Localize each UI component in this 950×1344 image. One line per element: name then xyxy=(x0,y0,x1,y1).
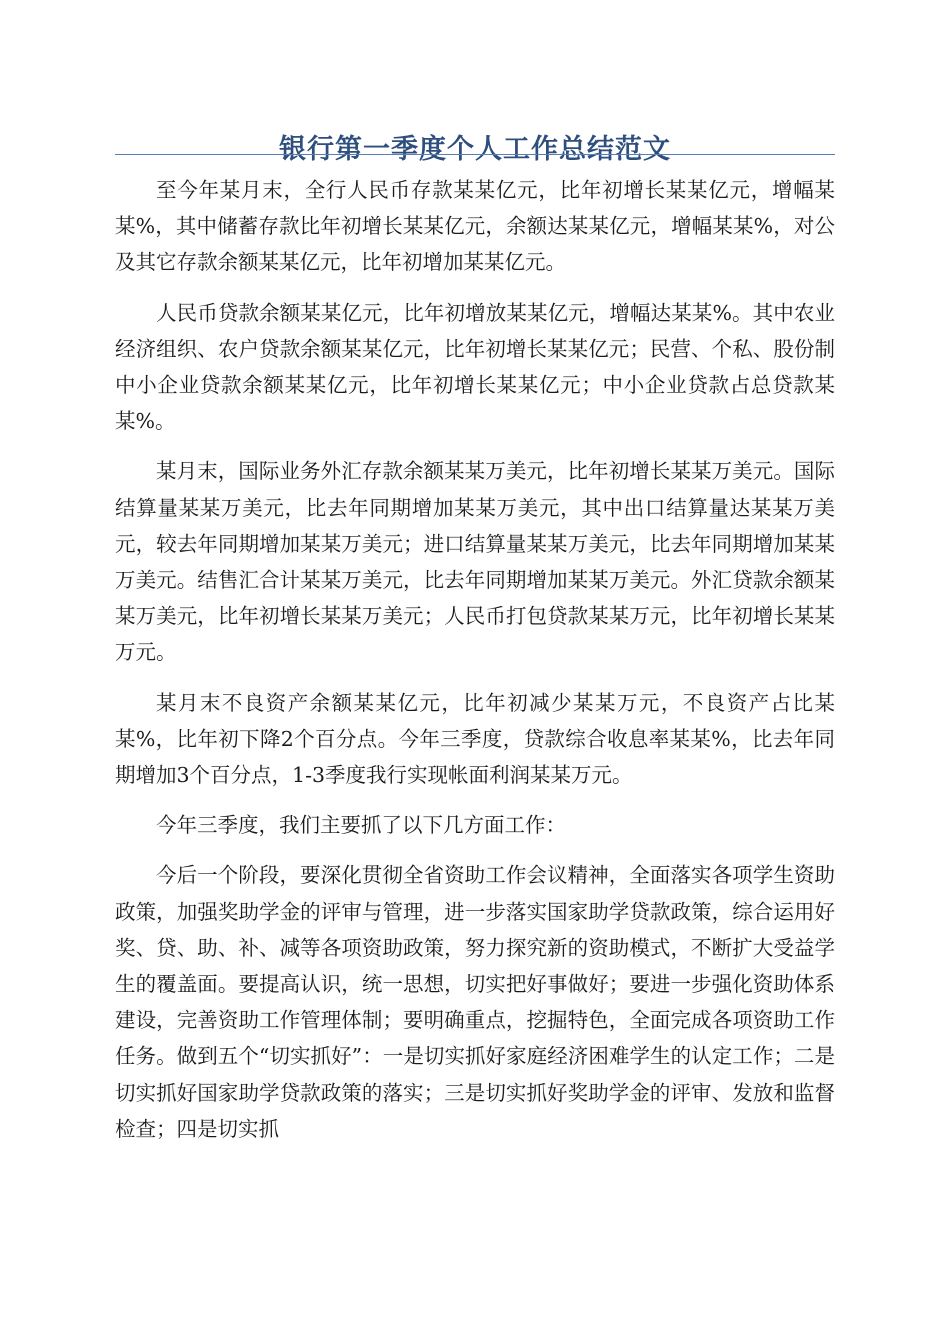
paragraph-deposits: 至今年某月末，全行人民币存款某某亿元，比年初增长某某亿元，增幅某某%，其中储蓄存款比年初增长某某亿元，余额达某某亿元，增幅某某%，对公及其它存款余额某某亿元，比年初增加某某亿元。 xyxy=(115,178,835,275)
paragraph-loans: 人民币贷款余额某某亿元，比年初增放某某亿元，增幅达某某%。其中农业经济组织、农户贷款余额某某亿元，比年初增长某某亿元；民营、个私、股份制中小企业贷款余额某某亿元，比年初增长某某亿元；中小企业贷款占总贷款某某%。 xyxy=(115,300,835,434)
paragraph-international: 某月末，国际业务外汇存款余额某某万美元，比年初增长某某万美元。国际结算量某某万美元，比去年同期增加某某万美元，其中出口结算量达某某万美元，较去年同期增加某某万美元；进口结算量某某万美元，比去年同期增加某某万美元。结售汇合计某某万美元，比去年同期增加某某万美元。外汇贷款余额某某万美元，比年初增长某某万美元；人民币打包贷款某某万元，比年初增长某某万元。 xyxy=(115,459,835,665)
document-title: 银行第一季度个人工作总结范文 xyxy=(279,134,671,166)
document-body xyxy=(115,172,835,1161)
paragraph-work-intro: 今年三季度，我们主要抓了以下几方面工作： xyxy=(156,813,566,838)
title-underline xyxy=(115,154,835,155)
paragraph-nonperforming: 某月末不良资产余额某某亿元，比年初减少某某万元，不良资产占比某某%，比年初下降2个百分点。今年三季度，贷款综合收息率某某%，比去年同期增加3个百分点，1-3季度我行实现帐面利润某某万元。 xyxy=(115,690,835,788)
paragraph-future-work: 今后一个阶段，要深化贯彻全省资助工作会议精神，全面落实各项学生资助政策，加强奖助学金的评审与管理，进一步落实国家助学贷款政策，综合运用好奖、贷、助、补、减等各项资助政策，努力探究新的资助模式，不断扩大受益学生的覆盖面。要提高认识，统一思想，切实把好事做好；要进一步强化资助体系建设，完善资助工作管理体制；要明确重点，挖掘特色，全面完成各项资助工作任务。做到五个“切实抓好”：一是切实抓好家庭经济困难学生的认定工作；二是切实抓好国家助学贷款政策的落实；三是切实抓好奖助学金的评审、发放和监督检查；四是切实抓 xyxy=(115,863,835,1141)
